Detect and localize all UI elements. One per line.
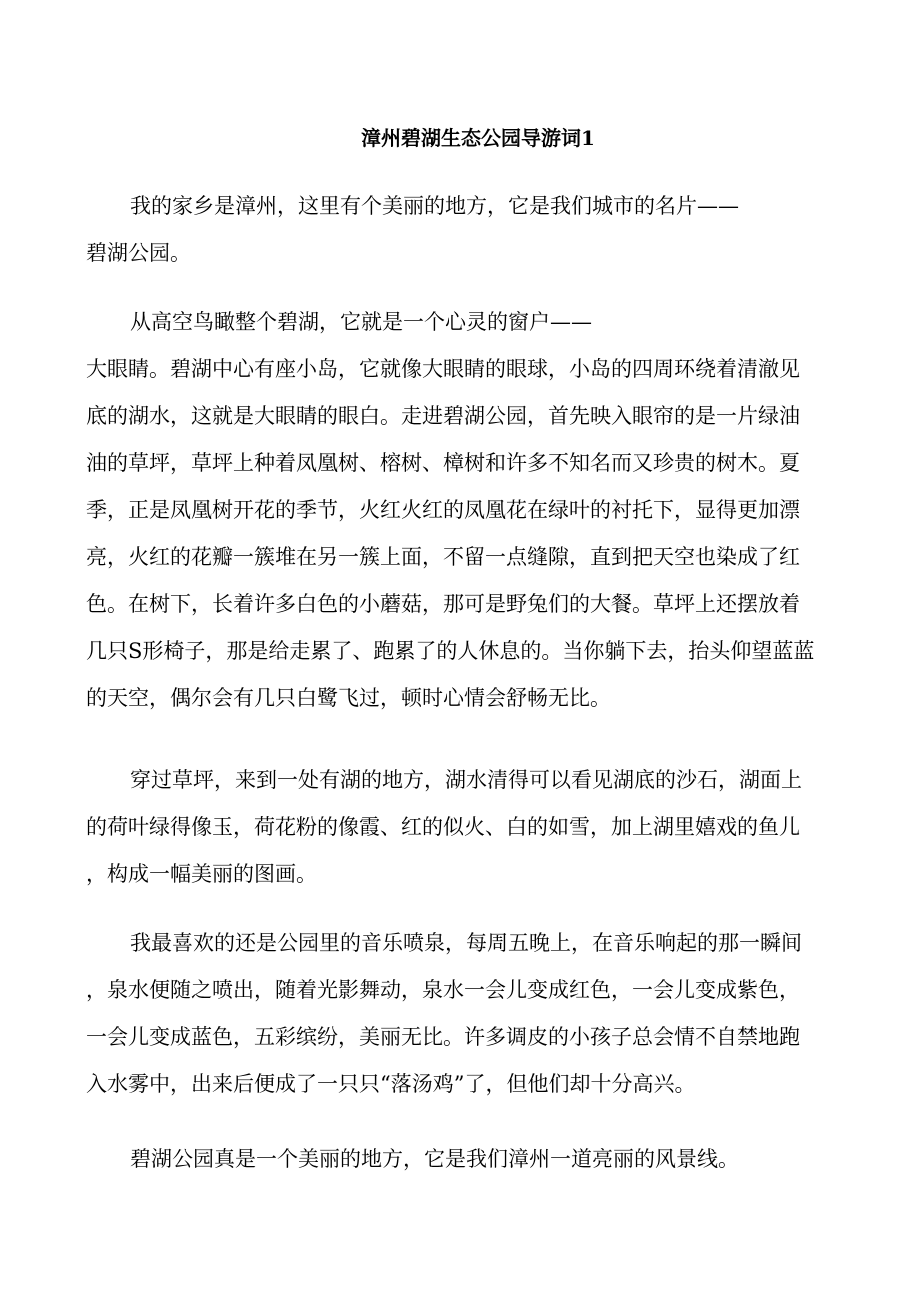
paragraph-line: 季，正是凤凰树开花的季节，火红火红的凤凰花在绿叶的衬托下，显得更加漂: [86, 498, 800, 522]
paragraph-2: [86, 299, 846, 722]
paragraph-line: 的天空，偶尔会有几只白鹭飞过，顿时心情会舒畅无比。: [86, 686, 611, 710]
paragraph-line: ，构成一幅美丽的图画。: [86, 862, 317, 886]
paragraph-5: [86, 1136, 846, 1183]
paragraph-line: 底的湖水，这就是大眼睛的眼白。走进碧湖公园，首先映入眼帘的是一片绿油: [86, 404, 800, 428]
paragraph-line: 从高空鸟瞰整个碧湖，它就是一个心灵的窗户——: [130, 310, 592, 334]
paragraph-1: [86, 183, 846, 277]
paragraph-line: 色。在树下，长着许多白色的小蘑菇，那可是野兔们的大餐。草坪上还摆放着: [86, 592, 800, 616]
paragraph-line: 我最喜欢的还是公园里的音乐喷泉，每周五晚上，在音乐响起的那一瞬间: [130, 931, 802, 955]
paragraph-4: [86, 920, 846, 1108]
paragraph-line: 穿过草坪，来到一处有湖的地方，湖水清得可以看见湖底的沙石，湖面上: [130, 768, 802, 792]
paragraph-line: ，泉水便随之喷出，随着光影舞动，泉水一会儿变成红色，一会儿变成紫色，: [86, 978, 800, 1002]
paragraph-line: 入水雾中，出来后便成了一只只“落汤鸡”了，但他们却十分高兴。: [86, 1072, 696, 1096]
paragraph-line: 碧湖公园。: [86, 241, 191, 265]
document-title: 漳州碧湖生态公园导游词1: [361, 126, 595, 150]
paragraph-line: 碧湖公园真是一个美丽的地方，它是我们漳州一道亮丽的风景线。: [130, 1147, 739, 1171]
paragraph-3: [86, 757, 846, 898]
paragraph-line: 大眼睛。碧湖中心有座小岛，它就像大眼睛的眼球，小岛的四周环绕着清澈见: [86, 357, 800, 381]
paragraph-line: 我的家乡是漳州，这里有个美丽的地方，它是我们城市的名片——: [130, 194, 739, 218]
paragraph-line: 一会儿变成蓝色，五彩缤纷，美丽无比。许多调皮的小孩子总会情不自禁地跑: [86, 1025, 800, 1049]
paragraph-line: 的荷叶绿得像玉，荷花粉的像霞、红的似火、白的如雪，加上湖里嬉戏的鱼儿: [86, 815, 800, 839]
paragraph-line: 油的草坪，草坪上种着凤凰树、榕树、樟树和许多不知名而又珍贵的树木。夏: [86, 451, 800, 475]
paragraph-line: 亮，火红的花瓣一簇堆在另一簇上面，不留一点缝隙，直到把天空也染成了红: [86, 545, 800, 569]
paragraph-line: 几只S形椅子，那是给走累了、跑累了的人休息的。当你躺下去，抬头仰望蓝蓝: [86, 639, 815, 663]
